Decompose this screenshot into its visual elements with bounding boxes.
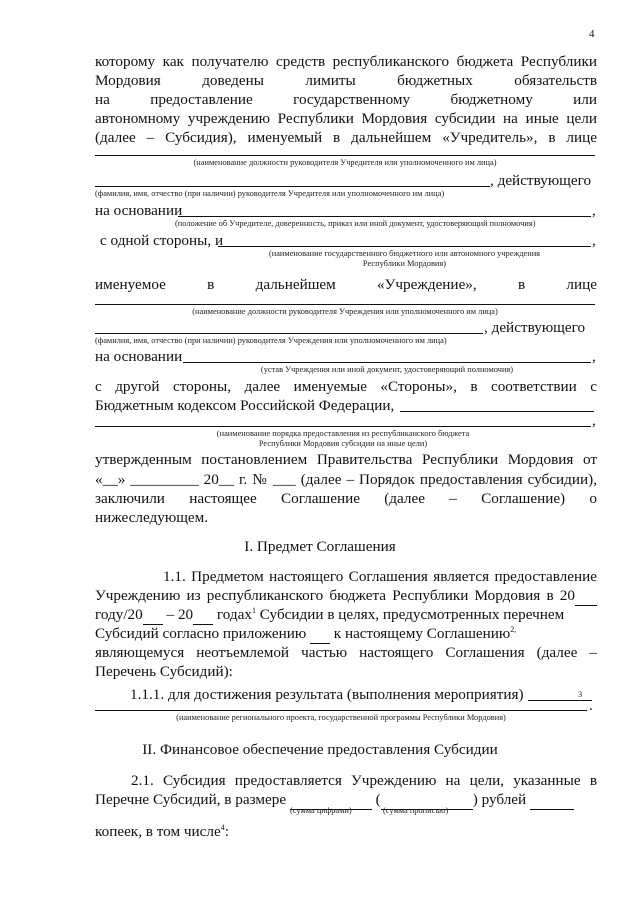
field-caption: Республики Мордовия) (362, 259, 447, 268)
fill-line (95, 333, 483, 334)
text-span: Перечне Субсидий, в размере (95, 791, 287, 808)
fill-line (95, 710, 587, 711)
field-caption: (положение об Учредителе, доверенность, приказ или иной документ, удостоверяющий полномочия) (175, 219, 536, 228)
field-caption: (наименование регионального проекта, государственной программы Республики Мордовия) (176, 713, 506, 722)
text-span: году/20 (95, 606, 143, 623)
paragraph-line: которому как получателю средств республиканского бюджета Республики (95, 53, 597, 70)
fill-line (183, 362, 591, 363)
text-span: к настоящему Соглашению (333, 625, 511, 642)
paragraph-line (95, 822, 229, 841)
paragraph-line: 1.1. Предметом настоящего Соглашения является предоставление (163, 568, 597, 585)
text-span: Субсидии в целях, предусмотренных перечнем (259, 606, 565, 623)
blank-field (575, 586, 597, 606)
text-span: : (224, 823, 229, 840)
text-span: ( (375, 791, 381, 808)
fill-line (95, 304, 595, 305)
text-span: Учреждению из республиканского бюджета Республики Мордовия в 20 (95, 587, 575, 604)
paragraph-line: именуемое в дальнейшем «Учреждение», в лице (95, 276, 597, 293)
field-caption: (фамилия, имя, отчество (при наличии) руководителя Учредителя или уполномоченного им лица) (95, 189, 445, 198)
comma: , (592, 232, 596, 249)
paragraph-line: Перечень Субсидий): (95, 663, 233, 680)
footnote-mark: 1 (252, 605, 256, 615)
paragraph-line: 2.1. Субсидия предоставляется Учреждению на цели, указанные в (131, 772, 597, 789)
field-caption: (сумма цифрами) (290, 806, 352, 815)
fill-line (400, 411, 594, 412)
field-caption: (наименование порядка предоставления из республиканского бюджета (216, 429, 470, 438)
fill-line (95, 426, 591, 427)
text-span: годах (216, 606, 252, 623)
field-caption: (наименование государственного бюджетного или автономного учреждения (268, 249, 541, 258)
paragraph-line (95, 605, 597, 625)
fill-line (218, 246, 591, 247)
paragraph-line: заключили настоящее Соглашение (далее – Соглашение) о (95, 490, 597, 507)
paragraph-line: 1.1.1. для достижения результата (выполнения мероприятия) (130, 686, 524, 703)
comma: , (592, 348, 596, 365)
paragraph-line: утвержденным постановлением Правительства Республики Мордовия от (95, 451, 597, 468)
paragraph-line (95, 624, 597, 644)
text-span: копеек, в том числе (95, 823, 221, 840)
paragraph-line: являющемуся неотъемлемой частью настоящего Соглашения (далее – (95, 644, 597, 661)
kopecks-field (530, 790, 574, 810)
field-suffix: , действующего (490, 172, 592, 189)
text-span: ) рублей (472, 791, 527, 808)
fill-line (95, 155, 595, 156)
field-caption: (сумма прописью) (383, 806, 449, 815)
text-span: – 20 (166, 606, 194, 623)
section-heading: I. Предмет Соглашения (244, 538, 396, 555)
paragraph-line: (далее – Субсидия), именуемый в дальнейшем «Учредитель», в лице (95, 129, 597, 146)
paragraph-line: автономному учреждению Республики Мордовия субсидии на иные цели (95, 110, 597, 127)
period: . (589, 697, 593, 714)
page-number: 4 (589, 28, 595, 40)
paragraph-line: нижеследующем. (95, 509, 209, 526)
paragraph-line: Мордовия доведены лимиты бюджетных обязательств (95, 72, 597, 89)
paragraph-line: с другой стороны, далее именуемые «Стороны», в соответствии с (95, 378, 597, 395)
footnote-mark: 3 (578, 690, 583, 699)
paragraph-line: «__» _________ 20__ г. № ___ (далее – Порядок предоставления субсидии), (95, 471, 597, 488)
paragraph-line: на предоставление государственному бюджетному или (95, 91, 597, 108)
field-caption: (фамилия, имя, отчество (при наличии) руководителя Учреждения или уполномоченного им лица) (95, 336, 447, 345)
field-prefix: Бюджетным кодексом Российской Федерации, (95, 397, 395, 414)
field-suffix: , действующего (484, 319, 586, 336)
comma: , (592, 202, 596, 219)
blank-field (143, 605, 163, 625)
paragraph-line (95, 586, 597, 606)
fill-line (528, 700, 592, 701)
fill-line (178, 216, 591, 217)
field-caption: (устав Учреждения или иной документ, удостоверяющий полномочия) (260, 365, 514, 374)
field-prefix: с одной стороны, и (100, 232, 224, 249)
field-caption: (наименование должности руководителя Учредителя или уполномоченного им лица) (193, 158, 497, 167)
footnote-mark: 2, (510, 624, 517, 634)
fill-line (95, 186, 490, 187)
comma: , (592, 412, 596, 429)
field-prefix: на основании (95, 348, 183, 365)
field-caption: (наименование должности руководителя Учреждения или уполномоченного им лица) (192, 307, 498, 316)
blank-field (193, 605, 213, 625)
text-span: Субсидий согласно приложению (95, 625, 307, 642)
section-heading: II. Финансовое обеспечение предоставления Субсидии (142, 741, 498, 758)
blank-field (310, 624, 330, 644)
footnote-mark: 4 (220, 822, 225, 832)
field-prefix: на основании (95, 202, 183, 219)
field-caption: Республики Мордовия субсидии на иные цели) (258, 439, 428, 448)
